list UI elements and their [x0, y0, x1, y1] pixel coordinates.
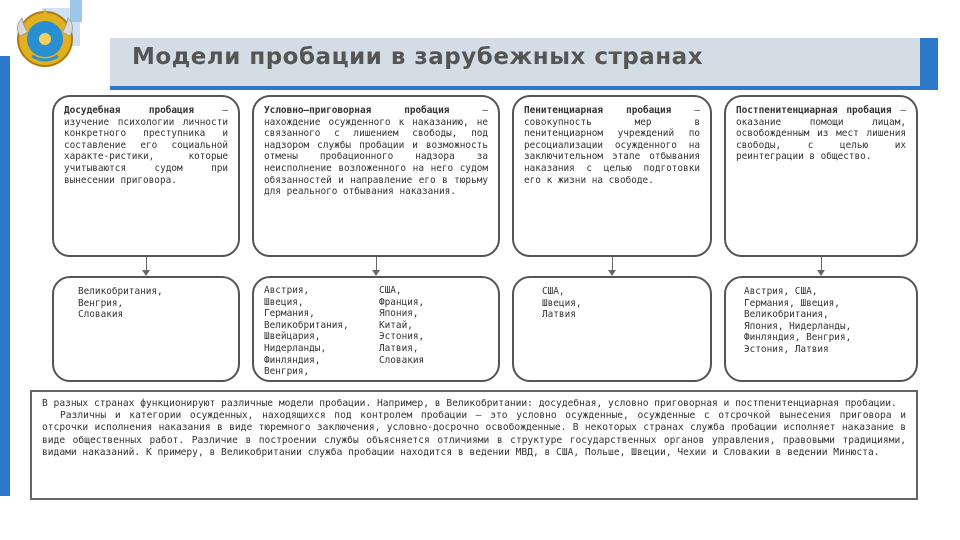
model-box-penitentiary	[512, 95, 712, 257]
note-paragraph: Различны и категории осужденных, находящихся под контролем пробации – это условно осужденные, осужденные с отсрочкой вынесения приговора и отсрочки исполнения наказания в виде тюремного заключения, условно-досрочно освобожденные. В некоторых странах служба пробации исполняет наказание в виде общественных работ. Различие в построении службы объясняется отличиями в структуре государственных органов управления, правовыми традициями, видами наказаний. К примеру, в Великобритании служба пробации находится в ведении МВД, в США, Польше, Швеции, Чехии и Словакии в ведении Минюста.	[42, 410, 906, 458]
countries-box-conditional-sentence	[252, 276, 500, 382]
countries-box-penitentiary	[512, 276, 712, 382]
model-term: Пенитенциарная пробация	[524, 105, 672, 116]
country-item: Нидерланды,	[264, 342, 327, 354]
country-item: Франция,	[379, 296, 425, 308]
connector-line	[146, 257, 147, 270]
country-item: США,	[542, 286, 565, 297]
country-item: Венгрия,	[264, 366, 310, 378]
country-item: Германия,	[264, 308, 315, 320]
country-item: Венгрия,	[78, 297, 124, 309]
country-item: Швеция,	[264, 296, 304, 308]
country-item: Великобритания,	[264, 319, 349, 331]
country-item: Австрия,	[264, 285, 310, 296]
country-item: Латвия,	[379, 342, 419, 354]
country-item: Великобритания,	[744, 309, 829, 321]
model-term: Постпенитенциарная пробация	[736, 105, 892, 116]
model-description: – оказание помощи лицам, освобожденным из мест лишения свободы, с целью их реинтеграции в общество.	[736, 105, 906, 163]
countries-box-post-penitentiary	[724, 276, 918, 382]
country-item: Финляндия, Венгрия,	[744, 332, 852, 344]
model-box-conditional-sentence	[252, 95, 500, 257]
slide-title: Модели пробации в зарубежных странах	[132, 44, 704, 70]
country-item: Германия, Швеция,	[744, 297, 840, 309]
country-item: Эстония,	[379, 331, 425, 343]
summary-note-box	[30, 390, 918, 500]
country-item: Швейцария,	[264, 331, 321, 343]
model-description: – изучение психологии личности конкретного преступника и составление его социальной характе-ристики, которые учитываются судом при вынесении приговора.	[64, 105, 228, 186]
model-box-post-penitentiary	[724, 95, 918, 257]
country-item: Великобритания,	[78, 286, 163, 297]
connector-line	[821, 257, 822, 270]
connector-line	[376, 257, 377, 270]
country-item: Швеция,	[542, 297, 582, 309]
country-item: Словакия	[379, 354, 425, 366]
model-term: Досудебная пробация	[64, 105, 194, 116]
country-item: Япония, Нидерланды,	[744, 320, 852, 332]
country-item: Австрия, США,	[744, 286, 818, 297]
country-item: Эстония, Латвия	[744, 343, 829, 355]
model-term: Условно–приговорная пробация	[264, 105, 450, 116]
country-item: Финляндия,	[264, 354, 321, 366]
model-box-pretrial	[52, 95, 240, 257]
countries-box-pretrial	[52, 276, 240, 382]
country-item: Словакия	[78, 309, 124, 321]
country-item: Китай,	[379, 319, 413, 331]
country-item: США,	[379, 285, 402, 296]
note-paragraph: В разных странах функционируют различные модели пробации. Например, в Великобритании: досудебная, условно приговорная и постпенитенциарная пробации.	[42, 398, 897, 409]
model-description: – нахождение осужденного к наказанию, не связанного с лишением свободы, под надзором службы пробации и возможность отмены пробационного надзора за неисполнение возложенного на него судом обязанностей и направление его в тюрьму для реального отбывания наказания.	[264, 105, 488, 198]
country-item: Япония,	[379, 308, 419, 320]
country-item: Латвия	[542, 309, 576, 321]
connector-line	[612, 257, 613, 270]
model-description: – совокупность мер в пенитенциарном учреждений по ресоциализации осужденного на заключительном этапе отбывания наказания с целью подготовки его к жизни на свободе.	[524, 105, 700, 186]
